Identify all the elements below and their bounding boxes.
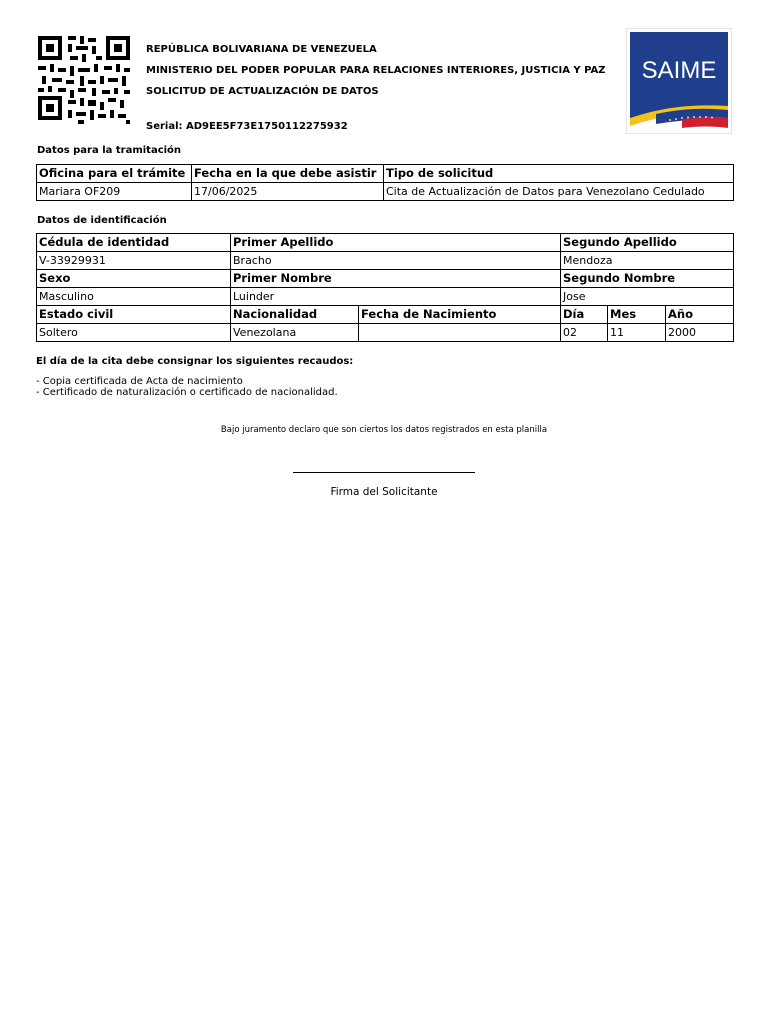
table-header-cell: Tipo de solicitud: [384, 165, 734, 183]
table-cell: Bracho: [231, 252, 561, 270]
table-header-cell: Sexo: [37, 270, 231, 288]
table-header-cell: Día: [561, 306, 608, 324]
ministry-title: MINISTERIO DEL PODER POPULAR PARA RELACIONES INTERIORES, JUSTICIA Y PAZ: [146, 65, 606, 76]
tramitacion-title: Datos para la tramitación: [37, 145, 182, 156]
requirement-item: - Copia certificada de Acta de nacimiento: [36, 376, 243, 387]
oath-text: Bajo juramento declaro que son ciertos los datos registrados en esta planilla: [220, 425, 548, 435]
table-row: [37, 324, 734, 342]
table-cell: Masculino: [37, 288, 231, 306]
table-header-cell: Fecha de Nacimiento: [359, 306, 561, 324]
table-row: [37, 252, 734, 270]
table-header-cell: Fecha en la que debe asistir: [192, 165, 384, 183]
table-row: [37, 270, 734, 288]
table-cell: Venezolana: [231, 324, 359, 342]
table-cell: Jose: [561, 288, 734, 306]
table-cell: 2000: [666, 324, 734, 342]
signature-line: [293, 472, 475, 473]
identificacion-title: Datos de identificación: [37, 215, 167, 226]
table-header-cell: Cédula de identidad: [37, 234, 231, 252]
qr-code: [38, 36, 134, 124]
table-row: [37, 165, 734, 183]
table-header-cell: Segundo Apellido: [561, 234, 734, 252]
table-cell: Mariara OF209: [37, 183, 192, 201]
table-header-cell: Mes: [608, 306, 666, 324]
saime-logo: [626, 28, 732, 134]
requirement-item: - Certificado de naturalización o certificado de nacionalidad.: [36, 387, 338, 398]
table-cell: [359, 324, 561, 342]
table-row: [37, 288, 734, 306]
table-header-cell: Oficina para el trámite: [37, 165, 192, 183]
table-cell: Soltero: [37, 324, 231, 342]
republic-title: REPÚBLICA BOLIVARIANA DE VENEZUELA: [146, 44, 377, 55]
saime-logo-text: SAIME: [641, 57, 717, 84]
signature-caption: Firma del Solicitante: [330, 486, 438, 498]
table-header-cell: Segundo Nombre: [561, 270, 734, 288]
form-title: SOLICITUD DE ACTUALIZACIÓN DE DATOS: [146, 86, 379, 97]
table-row: [37, 306, 734, 324]
serial-number: Serial: AD9EE5F73E1750112275932: [146, 121, 348, 132]
table-header-cell: Estado civil: [37, 306, 231, 324]
table-cell: Mendoza: [561, 252, 734, 270]
table-cell: 02: [561, 324, 608, 342]
requirements-title: El día de la cita debe consignar los siguientes recaudos:: [36, 356, 354, 367]
table-cell: 11: [608, 324, 666, 342]
table-header-cell: Año: [666, 306, 734, 324]
table-header-cell: Primer Apellido: [231, 234, 561, 252]
table-cell: Cita de Actualización de Datos para Venezolano Cedulado: [384, 183, 734, 201]
identificacion-table: [36, 233, 734, 342]
table-row: [37, 234, 734, 252]
table-header-cell: Primer Nombre: [231, 270, 561, 288]
table-cell: V-33929931: [37, 252, 231, 270]
table-cell: 17/06/2025: [192, 183, 384, 201]
tramitacion-table: [36, 164, 734, 201]
table-header-cell: Nacionalidad: [231, 306, 359, 324]
table-row: [37, 183, 734, 201]
table-cell: Luinder: [231, 288, 561, 306]
